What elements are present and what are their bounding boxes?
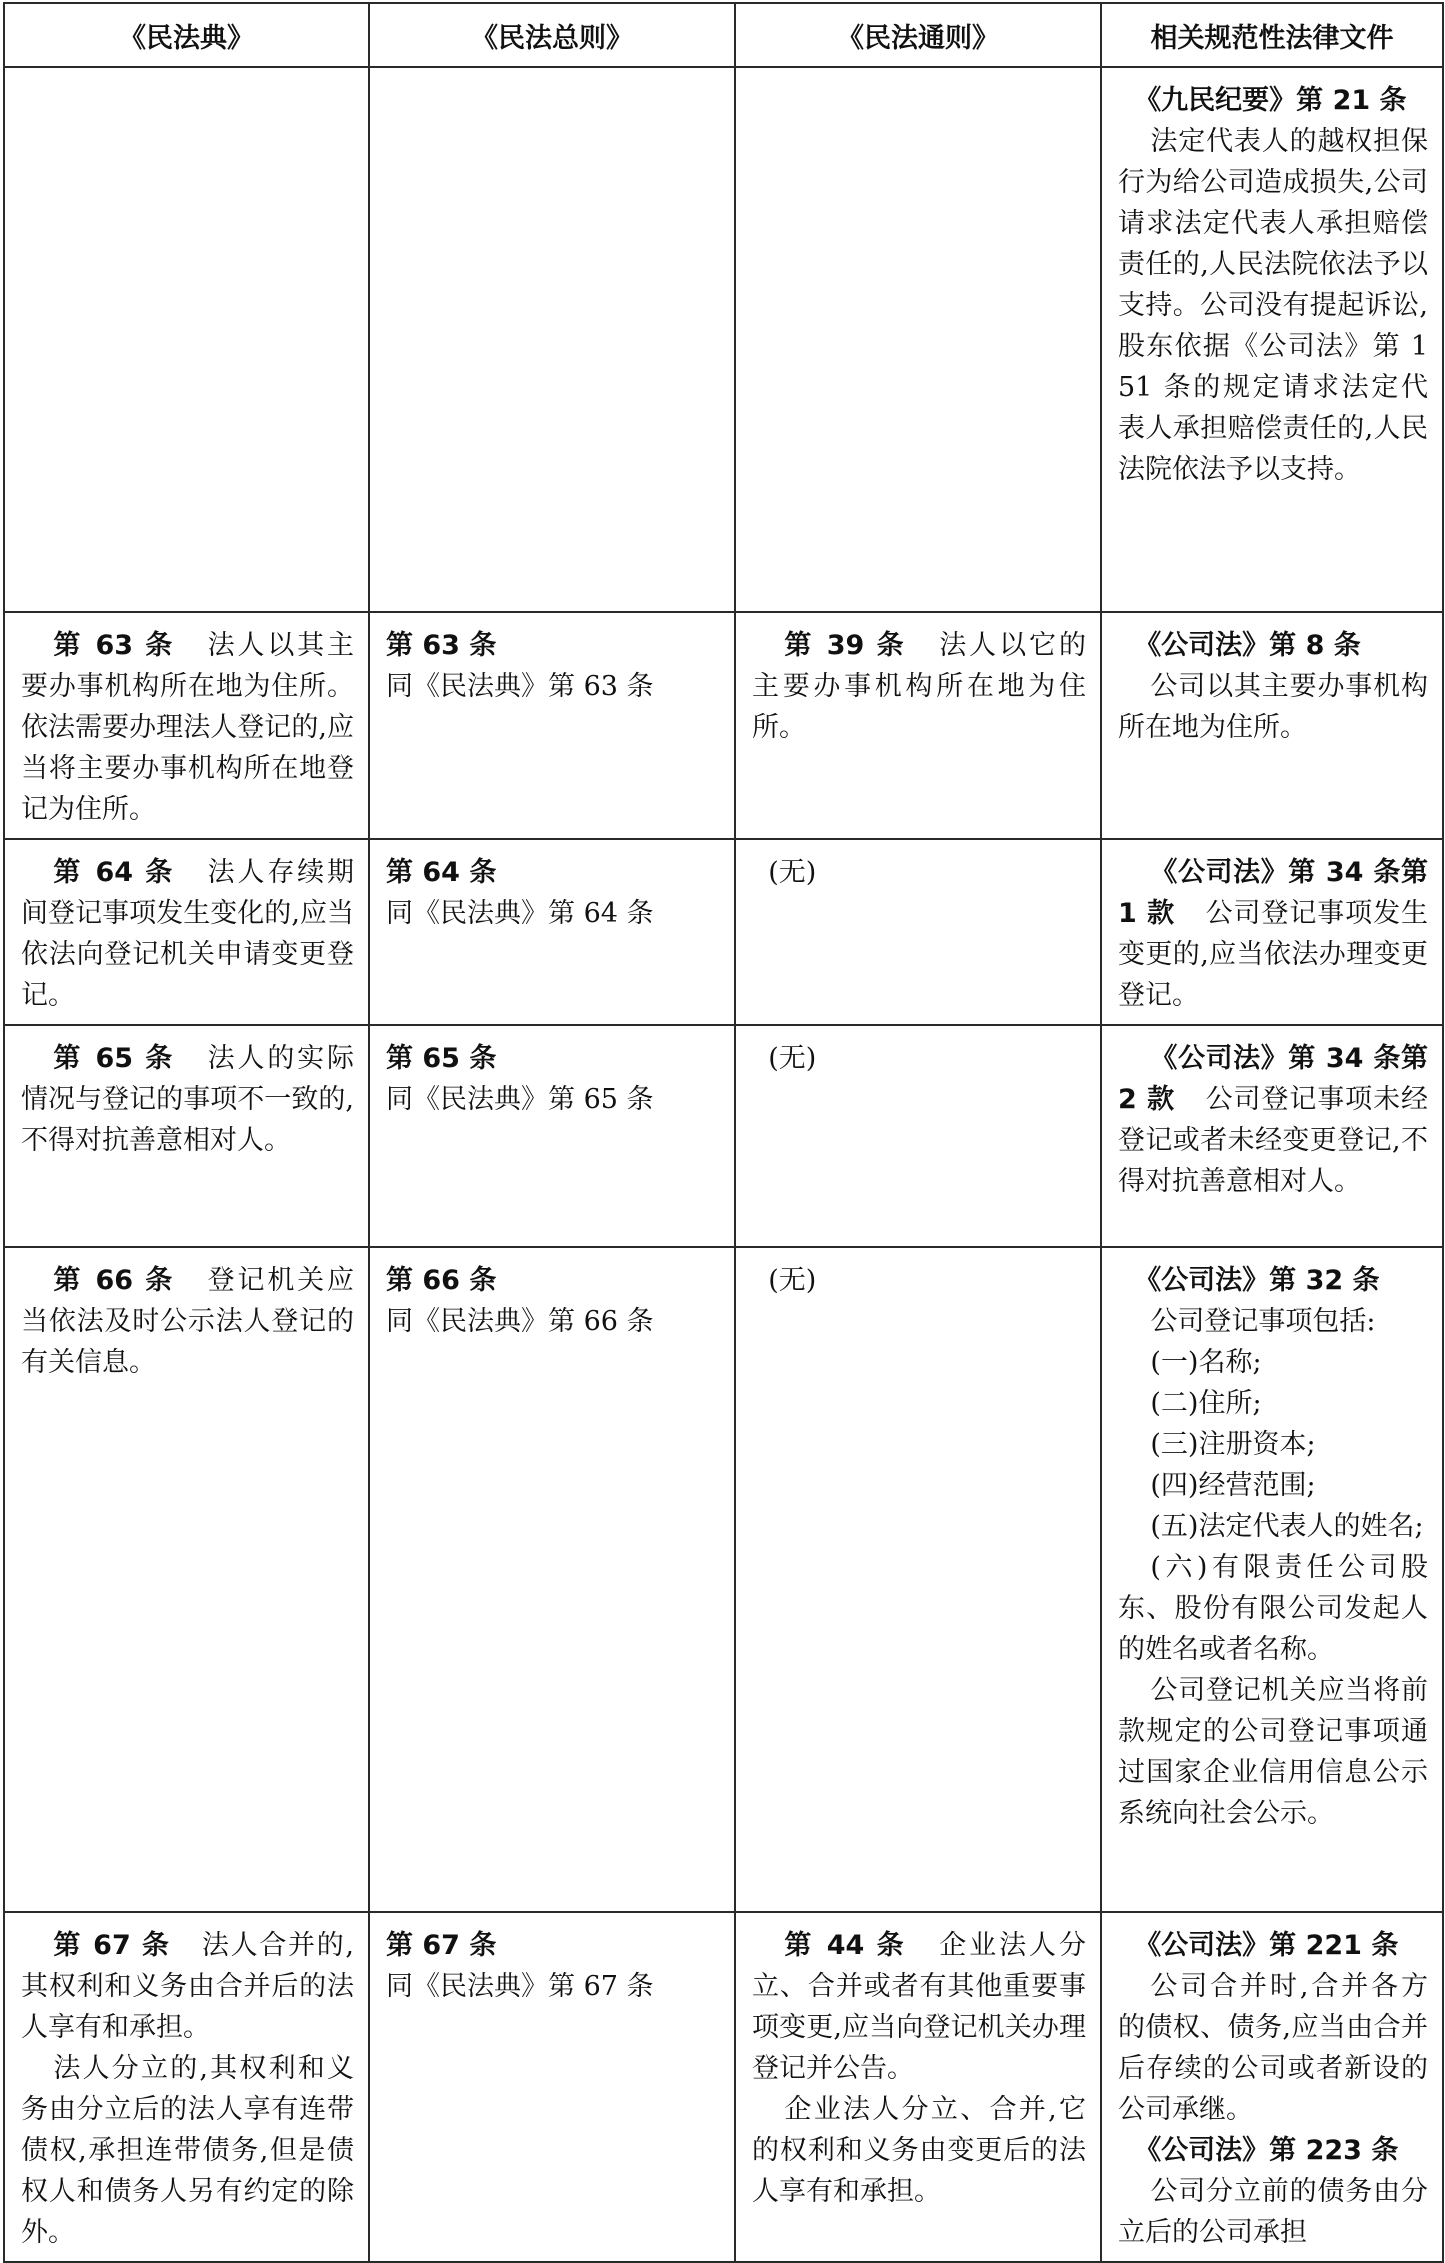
table-row	[4, 1247, 1443, 1912]
none-text: (无)	[768, 1043, 817, 1074]
cell-civil-code	[4, 1247, 369, 1912]
cell-general-provisions	[369, 1025, 735, 1247]
article-text: 同《民法典》第 67 条	[386, 1971, 654, 2002]
cell-general-provisions	[369, 67, 735, 612]
cell-general-principles	[735, 1025, 1101, 1247]
article-number: 第 65 条	[53, 1043, 176, 1074]
cell-general-principles	[735, 67, 1101, 612]
reference-line: (四)经营范围;	[1150, 1470, 1316, 1501]
article-number: 第 39 条	[784, 630, 907, 661]
article-number: 第 44 条	[784, 1930, 907, 1961]
header-general-principles: 《民法通则》	[735, 3, 1101, 67]
cell-general-provisions	[369, 1247, 735, 1912]
reference-title: 《公司法》第 32 条	[1134, 1265, 1380, 1296]
reference-line: (三)注册资本;	[1150, 1429, 1316, 1460]
table-row	[4, 67, 1443, 612]
law-comparison-table	[3, 2, 1444, 2263]
reference-text: 法定代表人的越权担保行为给公司造成损失,公司请求法定代表人承担赔偿责任的,人民法院依法予以支持。公司没有提起诉讼,股东依据《公司法》第 151 条的规定请求法定代表人承担赔偿责任的,人民法院依法予以支持。	[1118, 126, 1428, 485]
article-text: 法人以它的主要办事机构所在地为住所。	[752, 630, 1086, 743]
article-number: 第 67 条	[53, 1930, 171, 1961]
article-text: 企业法人分立、合并或者有其他重要事项变更,应当向登记机关办理登记并公告。	[752, 1930, 1086, 2084]
article-text: 企业法人分立、合并,它的权利和义务由变更后的法人享有和承担。	[752, 2094, 1086, 2207]
article-number: 第 67 条	[386, 1930, 497, 1961]
header-related-documents: 相关规范性法律文件	[1101, 3, 1443, 67]
article-number: 第 65 条	[386, 1043, 497, 1074]
none-text: (无)	[768, 1265, 817, 1296]
none-text: (无)	[768, 857, 817, 888]
reference-text: 公司登记事项未经登记或者未经变更登记,不得对抗善意相对人。	[1118, 1084, 1429, 1197]
reference-line: (六)有限责任公司股东、股份有限公司发起人的姓名或者名称。	[1118, 1552, 1428, 1665]
reference-line: 公司登记机关应当将前款规定的公司登记事项通过国家企业信用信息公示系统向社会公示。	[1118, 1675, 1428, 1829]
table-row	[4, 1912, 1443, 2262]
reference-text: 公司登记事项发生变更的,应当依法办理变更登记。	[1118, 898, 1429, 1011]
cell-related-documents	[1101, 1912, 1443, 2262]
article-text: 法人分立的,其权利和义务由分立后的法人享有连带债权,承担连带债务,但是债权人和债务人另有约定的除外。	[21, 2053, 354, 2248]
article-number: 第 66 条	[53, 1265, 176, 1296]
article-number: 第 64 条	[53, 857, 176, 888]
reference-title: 《公司法》第 223 条	[1134, 2135, 1399, 2166]
article-number: 第 64 条	[386, 857, 497, 888]
article-number: 第 63 条	[53, 630, 176, 661]
cell-general-principles	[735, 839, 1101, 1025]
cell-general-principles	[735, 1247, 1101, 1912]
cell-general-principles	[735, 1912, 1101, 2262]
article-number: 第 66 条	[386, 1265, 497, 1296]
reference-text: 公司分立前的债务由分立后的公司承担	[1118, 2176, 1428, 2248]
article-text: 法人的实际情况与登记的事项不一致的,不得对抗善意相对人。	[21, 1043, 355, 1156]
reference-text: 公司以其主要办事机构所在地为住所。	[1118, 671, 1428, 743]
article-text: 同《民法典》第 63 条	[386, 671, 654, 702]
reference-title: 《公司法》第 34 条第 2 款	[1118, 1043, 1428, 1115]
reference-line: (一)名称;	[1150, 1347, 1262, 1378]
table-row	[4, 1025, 1443, 1247]
article-text: 同《民法典》第 64 条	[386, 898, 654, 929]
header-civil-code: 《民法典》	[4, 3, 369, 67]
table-row	[4, 839, 1443, 1025]
cell-related-documents	[1101, 1247, 1443, 1912]
cell-civil-code	[4, 612, 369, 839]
cell-civil-code	[4, 1912, 369, 2262]
cell-general-principles	[735, 612, 1101, 839]
reference-title: 《公司法》第 221 条	[1134, 1930, 1399, 1961]
cell-related-documents	[1101, 612, 1443, 839]
cell-general-provisions	[369, 1912, 735, 2262]
cell-general-provisions	[369, 612, 735, 839]
article-text: 同《民法典》第 66 条	[386, 1306, 654, 1337]
cell-general-provisions	[369, 839, 735, 1025]
article-text: 同《民法典》第 65 条	[386, 1084, 654, 1115]
header-row	[4, 3, 1443, 67]
reference-line: (五)法定代表人的姓名;	[1150, 1511, 1424, 1542]
reference-title: 《公司法》第 8 条	[1134, 630, 1361, 661]
reference-title: 《九民纪要》第 21 条	[1134, 85, 1407, 116]
cell-related-documents	[1101, 839, 1443, 1025]
article-number: 第 63 条	[386, 630, 497, 661]
reference-text: 公司合并时,合并各方的债权、债务,应当由合并后存续的公司或者新设的公司承继。	[1118, 1971, 1428, 2125]
article-text: 法人存续期间登记事项发生变化的,应当依法向登记机关申请变更登记。	[21, 857, 355, 1011]
reference-title: 《公司法》第 34 条第 1 款	[1118, 857, 1428, 929]
article-text: 法人以其主要办事机构所在地为住所。依法需要办理法人登记的,应当将主要办事机构所在地登记为住所。	[21, 630, 355, 825]
article-text: 登记机关应当依法及时公示法人登记的有关信息。	[21, 1265, 355, 1378]
cell-civil-code	[4, 839, 369, 1025]
cell-related-documents	[1101, 1025, 1443, 1247]
header-general-provisions: 《民法总则》	[369, 3, 735, 67]
table-row	[4, 612, 1443, 839]
reference-line: 公司登记事项包括:	[1150, 1306, 1376, 1337]
cell-related-documents	[1101, 67, 1443, 612]
article-text: 法人合并的,其权利和义务由合并后的法人享有和承担。	[21, 1930, 354, 2043]
reference-line: (二)住所;	[1150, 1388, 1262, 1419]
cell-civil-code	[4, 67, 369, 612]
cell-civil-code	[4, 1025, 369, 1247]
